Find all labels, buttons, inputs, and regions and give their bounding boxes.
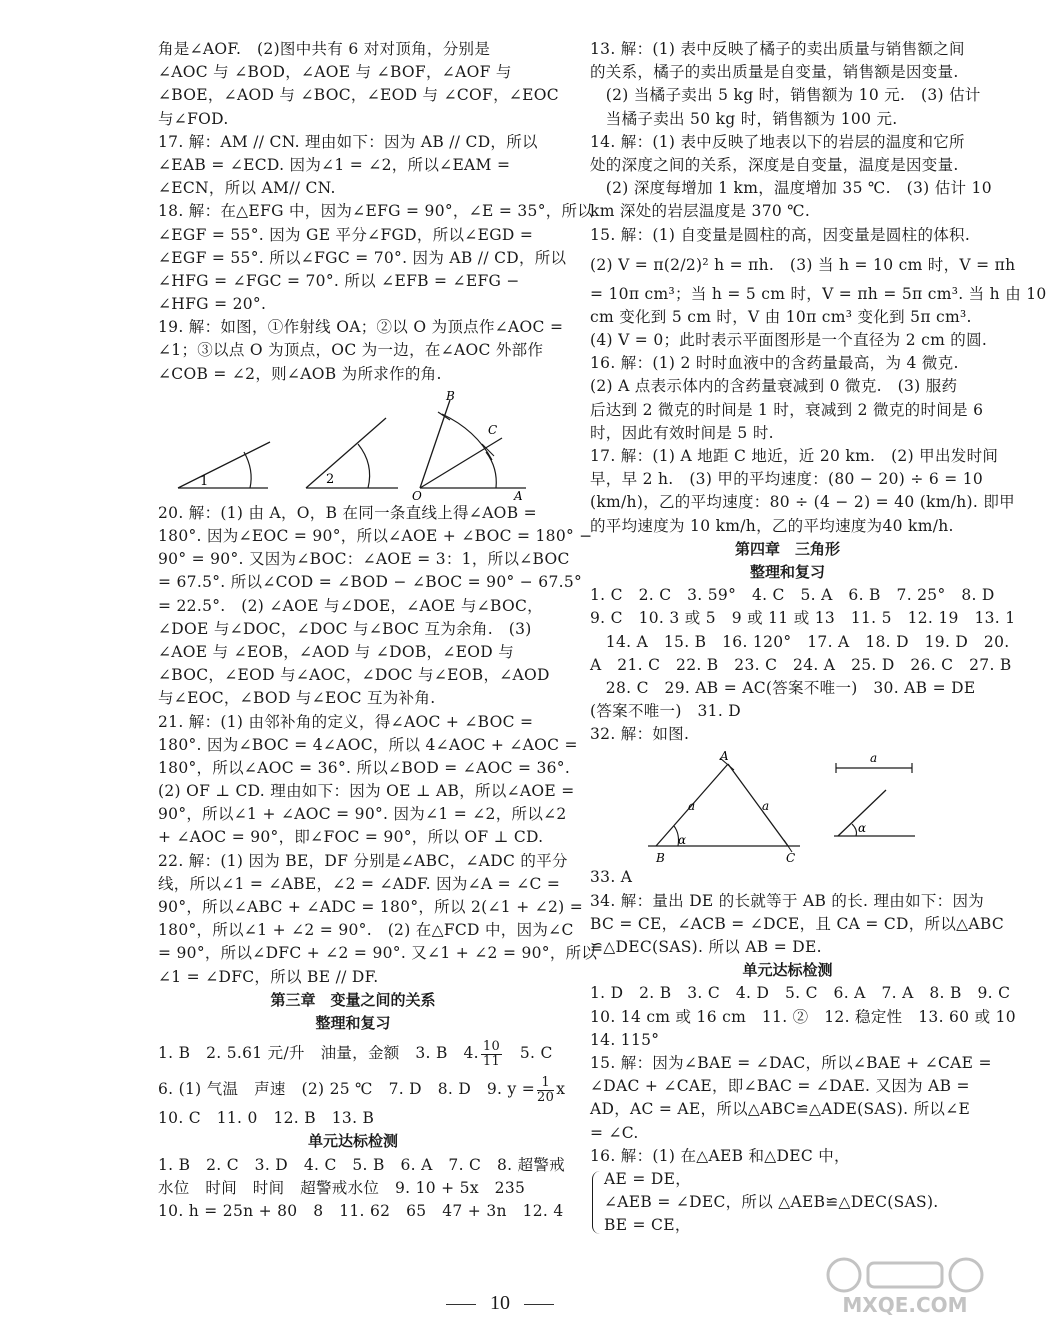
- left-column: [158, 38, 598, 1223]
- ch4-test-line: ∠DAC + ∠CAE，即∠BAC = ∠DAE. 又因为 AB =: [590, 1077, 970, 1096]
- ch3-review-line-1-b: 5. C: [504, 1044, 553, 1063]
- ch3-unit-test-title: 单元达标检测: [307, 1132, 398, 1151]
- ch3-review-line-1-a: 1. B 2. 5.61 元/升 油量，金额 3. B 4.: [158, 1044, 479, 1063]
- right-block3-line: ≌△DEC(SAS). 所以 AB = DE.: [590, 938, 822, 956]
- chapter-4-review-title: 整理和复习: [749, 562, 825, 581]
- left-text-block-2: [158, 502, 598, 989]
- ch3-test-line: 水位 时间 时间 超警戒水位 9. 10 + 5x 235: [158, 1178, 526, 1197]
- congruence-system: [590, 1168, 985, 1238]
- right-block2-line: (4) V = 0；此时表示平面图形是一个直径为 2 cm 的圆.: [590, 331, 988, 350]
- point-a-label: A: [514, 488, 523, 503]
- left-block2-line: ∠DOE 与∠DOC，∠DOC 与∠BOC 互为余角. (3): [158, 619, 532, 638]
- ch3-review-line-1: [158, 1035, 553, 1071]
- right-block2-line: 17. 解：(1) A 地距 C 地近，近 20 km. (2) 甲出发时间: [590, 447, 999, 465]
- watermark-text: MXQE.COM: [842, 1293, 968, 1317]
- figure-angle-construction: [158, 390, 548, 502]
- ch3-test-line: 10. h = 25n + 80 8 11. 62 65 47 + 3n 12. 4: [158, 1201, 564, 1220]
- chapter-3-review-title: 整理和复习: [315, 1013, 391, 1032]
- right-block2-line: (2) A 点表示体内的含药量衰减到 0 微克. (3) 服药: [590, 377, 958, 396]
- ch4-test-line: = ∠C.: [590, 1123, 639, 1142]
- right-block3-line: 34. 解：量出 DE 的长就等于 AB 的长. 理由如下：因为: [590, 891, 985, 910]
- right-block1-line: 13. 解：(1) 表中反映了橘子的卖出质量与销售额之间: [590, 40, 965, 58]
- given-angle-alpha: α: [858, 821, 867, 836]
- ch4-review-line: 14. A 15. B 16. 120° 17. A 18. D 19. D 20.: [590, 632, 1010, 651]
- left-block1-line: 19. 解：如图，①作射线 OA；②以 O 为顶点作∠AOC =: [158, 318, 564, 337]
- left-block1-line: ∠1；③以点 O 为顶点，OC 为一边，在∠AOC 外部作: [158, 341, 544, 360]
- tri-point-b: B: [656, 851, 665, 866]
- ch4-review-line: 9. C 10. 3 或 5 9 或 11 或 13 11. 5 12. 19 13. 1: [590, 609, 1016, 628]
- right-block2-line: (km/h)，乙的平均速度：80 ÷ (4 − 2) = 40 (km/h). 即甲: [590, 493, 1015, 512]
- left-block1-line: ∠EAB = ∠ECD. 因为∠1 = ∠2，所以∠EAM =: [158, 155, 511, 174]
- right-block2-line: 的平均速度为 10 km/h，乙的平均速度为40 km/h.: [590, 516, 954, 535]
- left-block2-line: 22. 解：(1) 因为 BE，DF 分别是∠ABC，∠ADC 的平分: [158, 851, 568, 870]
- left-block2-line: 线，所以∠1 = ∠ABE，∠2 = ∠ADF. 因为∠A = ∠C =: [158, 874, 561, 893]
- left-block2-line: = 90°，所以∠DFC + ∠2 = 90°. 又∠1 + ∠2 = 90°，所以: [158, 944, 598, 963]
- left-block1-line: ∠HFG = 20°.: [158, 295, 267, 314]
- right-block2-line: 后达到 2 微克的时间是 1 时，衰减到 2 微克的时间是 6: [590, 400, 984, 419]
- right-block1-line: km 深处的岩层温度是 370 ℃.: [590, 202, 811, 221]
- brace-line: AE = DE，: [604, 1169, 691, 1188]
- left-block2-line: + ∠AOC = 90°，即∠FOC = 90°，所以 OF ⊥ CD.: [158, 828, 544, 847]
- ch4-review-line: 1. C 2. C 3. 59° 4. C 5. A 6. B 7. 25° 8. D: [590, 586, 995, 605]
- point-c-label: C: [488, 422, 498, 437]
- tri-angle-alpha: α: [678, 833, 687, 848]
- left-block2-line: 90°，所以∠1 + ∠AOC = 90°. 因为∠1 = ∠2，所以∠2: [158, 805, 567, 824]
- ch4-unit-test-title: 单元达标检测: [742, 961, 833, 980]
- left-block1-line: 18. 解：在△EFG 中，因为∠EFG = 90°，∠E = 35°，所以: [158, 202, 594, 221]
- left-block1-line: ∠ECN，所以 AM// CN.: [158, 179, 336, 198]
- chapter-3-title: 第三章 变量之间的关系: [270, 990, 436, 1009]
- left-block2-line: 180°，所以∠1 + ∠2 = 90°. (2) 在△FCD 中，因为∠C: [158, 921, 574, 940]
- right-block1-line: 处的深度之间的关系，深度是自变量，温度是因变量.: [590, 155, 959, 174]
- right-block1-line: (2) 深度每增加 1 km，温度增加 35 ℃. (3) 估计 10: [590, 179, 992, 198]
- left-block2-line: 180°. 因为∠BOC = 4∠AOC，所以 4∠AOC + ∠AOC =: [158, 735, 578, 754]
- right-block3-line: 33. A: [590, 868, 633, 887]
- ch4-review-line: 28. C 29. AB = AC(答案不唯一) 30. AB = DE: [590, 678, 976, 697]
- ch4-test-line: 16. 解：(1) 在△AEB 和△DEC 中，: [590, 1146, 850, 1165]
- ch3-test-line: 1. B 2. C 3. D 4. C 5. B 6. A 7. C 8. 超警戒: [158, 1155, 566, 1174]
- ch4-test-line: 14. 115°: [590, 1030, 660, 1049]
- left-block1-line: ∠AOC 与 ∠BOD，∠AOE 与 ∠BOF，∠AOF 与: [158, 63, 512, 82]
- right-block2-line: 早，早 2 h. (3) 甲的平均速度：(80 − 20) ÷ 6 = 10: [590, 470, 984, 489]
- left-block2-line: 180°，所以∠AOC = 36°. 所以∠BOD = ∠AOC = 36°.: [158, 758, 571, 777]
- ch4-review-line: A 21. C 22. B 23. C 24. A 25. D 26. C 27. B: [590, 655, 1012, 674]
- right-block2-line: = 10π cm³；当 h = 5 cm 时，V = πh = 5π cm³. 当 h 由 10: [590, 284, 1047, 303]
- tri-point-a: A: [720, 749, 729, 764]
- ch4-unit-test-answers: [590, 982, 1016, 1168]
- left-block2-line: 90° = 90°. 又因为∠BOC：∠AOE = 3：1，所以∠BOC: [158, 550, 570, 569]
- left-block1-line: 与∠FOD.: [158, 109, 229, 128]
- left-text-block-1: [158, 38, 594, 386]
- chapter-4-title: 第四章 三角形: [734, 539, 840, 558]
- fraction-10-11: $\frac{10}{11}$: [482, 1038, 501, 1069]
- right-block2-line: cm 变化到 5 cm 时，V 由 10π cm³ 变化到 5π cm³.: [590, 307, 972, 326]
- left-block2-line: 与∠EOC，∠BOD 与∠EOC 互为补角.: [158, 689, 436, 708]
- right-block2-line: 时，因此有效时间是 5 时.: [590, 423, 774, 442]
- right-text-block-1: [590, 38, 992, 247]
- ch4-test-line: 1. D 2. B 3. C 4. D 5. C 6. A 7. A 8. B 9. C: [590, 984, 1011, 1003]
- right-block1-line: (2) 当橘子卖出 5 kg 时，销售额为 10 元. (3) 估计: [590, 86, 981, 105]
- right-block1-line: 15. 解：(1) 自变量是圆柱的高，因变量是圆柱的体积.: [590, 225, 971, 244]
- left-block1-line: 17. 解：AM // CN. 理由如下：因为 AB // CD，所以: [158, 132, 538, 151]
- tri-side-a-left: a: [688, 799, 696, 814]
- left-block2-line: ∠AOE 与 ∠EOB，∠AOD 与 ∠DOB，∠EOD 与: [158, 642, 515, 661]
- right-block1-line: 当橘子卖出 50 kg 时，销售额为 100 元.: [590, 109, 898, 128]
- given-segment-a: a: [870, 751, 878, 766]
- left-block2-line: 20. 解：(1) 由 A，O，B 在同一条直线上得∠AOB =: [158, 503, 537, 522]
- left-block2-line: (2) OF ⊥ CD. 理由如下：因为 OE ⊥ AB，所以∠AOE =: [158, 782, 575, 801]
- ch3-review-line-2: [158, 1071, 566, 1107]
- fraction-1-20: $\frac{1}{20}$: [537, 1074, 555, 1105]
- tri-side-a-right: a: [762, 799, 770, 814]
- ch3-unit-test-answers: [158, 1154, 566, 1224]
- right-text-block-3: [590, 866, 1004, 959]
- point-b-label: B: [446, 388, 455, 403]
- left-block1-line: ∠EGF = 55°. 所以∠FGC = 70°. 因为 AB // CD，所以: [158, 248, 567, 267]
- left-block2-line: 90°，所以∠ABC + ∠ADC = 180°，所以 2(∠1 + ∠2) =: [158, 898, 584, 916]
- angle-1-label: 1: [200, 473, 209, 489]
- brace-line: ∠AEB = ∠DEC，所以 △AEB≌△DEC(SAS).: [604, 1193, 939, 1212]
- left-block2-line: 21. 解：(1) 由邻补角的定义，得∠AOC + ∠BOC =: [158, 712, 534, 731]
- tri-point-c: C: [786, 851, 796, 866]
- ch3-review-line-2-b: x: [556, 1080, 566, 1099]
- brace-line: BE = CE，: [604, 1216, 691, 1235]
- ch4-test-line: 15. 解：因为∠BAE = ∠DAC，所以∠BAE + ∠CAE =: [590, 1053, 992, 1072]
- left-block2-line: 180°. 因为∠EOC = 90°，所以∠AOE + ∠BOC = 180° −: [158, 527, 593, 545]
- angle-2-label: 2: [326, 471, 335, 487]
- left-block1-line: ∠HFG = ∠FGC = 70°. 所以 ∠EFB = ∠EFG −: [158, 271, 520, 290]
- ch4-test-line: AD，AC = AE，所以△ABC≌△ADE(SAS). 所以∠E: [590, 1100, 971, 1119]
- ch3-review-line-3: 10. C 11. 0 12. B 13. B: [158, 1109, 375, 1128]
- point-o-label: O: [412, 488, 422, 503]
- formula-line: (2) V = π(2/2)² h = πh. (3) 当 h = 10 cm 时，V = πh: [590, 255, 1016, 274]
- left-block1-line: ∠BOE，∠AOD 与 ∠BOC，∠EOD 与 ∠COF，∠EOC: [158, 86, 559, 105]
- left-block2-line: ∠1 = ∠DFC，所以 BE // DF.: [158, 967, 379, 986]
- right-block1-line: 14. 解：(1) 表中反映了地表以下的岩层的温度和它所: [590, 132, 965, 151]
- right-block2-line: 16. 解：(1) 2 时时血液中的含药量最高，为 4 微克.: [590, 354, 959, 373]
- right-text-block-2: [590, 283, 1047, 538]
- ch3-review-line-2-a: 6. (1) 气温 声速 (2) 25 ℃ 7. D 8. D 9. y =: [158, 1080, 536, 1099]
- figure-triangle-construction: [590, 746, 985, 866]
- left-block2-line: = 22.5°. (2) ∠AOE 与∠DOE，∠AOE 与∠BOC，: [158, 596, 543, 615]
- left-block1-line: ∠COB = ∠2，则∠AOB 为所求作的角.: [158, 364, 442, 383]
- watermark-logo: [820, 1255, 990, 1317]
- ch4-review-line: 32. 解：如图.: [590, 725, 690, 744]
- right-block1-line: 的关系，橘子的卖出质量是自变量，销售额是因变量.: [590, 63, 959, 82]
- ch4-test-line: 10. 14 cm 或 16 cm 11. ② 12. 稳定性 13. 60 或 10: [590, 1007, 1016, 1026]
- ch4-review-line: (答案不唯一) 31. D: [590, 702, 741, 721]
- left-block2-line: = 67.5°. 所以∠COD = ∠BOD − ∠BOC = 90° − 67.5°: [158, 573, 583, 592]
- ch4-review-answers: [590, 584, 1016, 746]
- right-column: [590, 38, 1047, 1237]
- left-block2-line: ∠BOC，∠EOD 与∠AOC，∠DOC 与∠EOB，∠AOD: [158, 666, 550, 685]
- left-block1-line: ∠EGF = 55°. 因为 GE 平分∠FGD，所以∠EGD =: [158, 225, 534, 244]
- right-block3-line: BC = CE，∠ACB = ∠DCE，且 CA = CD，所以△ABC: [590, 914, 1004, 933]
- left-block1-line: 角是∠AOF. (2)图中共有 6 对对顶角，分别是: [158, 40, 491, 58]
- page-number-text: 10: [490, 1292, 510, 1314]
